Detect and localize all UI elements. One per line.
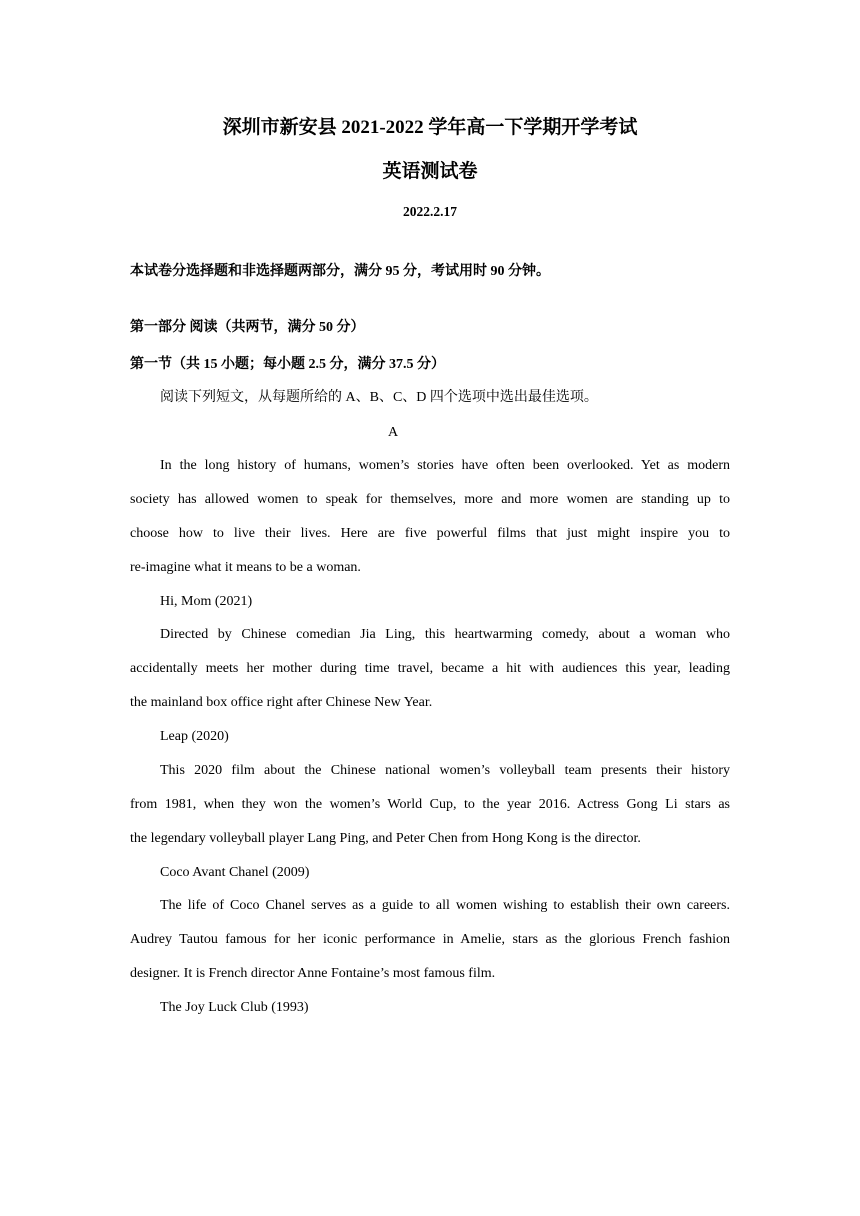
exam-title: 深圳市新安县 2021-2022 学年高一下学期开学考试 <box>222 117 638 138</box>
exam-subtitle: 英语测试卷 <box>382 161 478 182</box>
film-title: Leap (2020) <box>160 729 229 744</box>
film-title: Coco Avant Chanel (2009) <box>160 865 310 880</box>
passage-label: A <box>387 425 399 440</box>
film-title: The Joy Luck Club (1993) <box>160 1000 309 1015</box>
film-description-line: accidentally meets her mother during time travel, became a hit with audiences this year, leading <box>130 661 730 676</box>
film-description-line: from 1981, when they won the women’s World Cup, to the year 2016. Actress Gong Li stars as <box>130 797 730 812</box>
film-description-line: Audrey Tautou famous for her iconic performance in Amelie, stars as the glorious French fashion <box>130 932 730 947</box>
intro-line: society has allowed women to speak for themselves, more and more women are standing up to <box>130 492 730 507</box>
section-one-heading: 第一节（共 15 小题；每小题 2.5 分，满分 37.5 分） <box>130 357 445 372</box>
intro-line: In the long history of humans, women’s stories have often been overlooked. Yet as modern <box>160 458 730 473</box>
section-directions: 阅读下列短文，从每题所给的 A、B、C、D 四个选项中选出最佳选项。 <box>160 390 598 405</box>
intro-line: choose how to live their lives. Here are five powerful films that just might inspire you to <box>130 526 730 541</box>
film-description-line: Directed by Chinese comedian Jia Ling, this heartwarming comedy, about a woman who <box>160 627 730 642</box>
exam-date: 2022.2.17 <box>403 204 457 219</box>
exam-instructions: 本试卷分选择题和非选择题两部分，满分 95 分，考试用时 90 分钟。 <box>130 264 550 279</box>
film-description-line: The life of Coco Chanel serves as a guide to all women wishing to establish their own careers. <box>160 898 730 913</box>
intro-line: re-imagine what it means to be a woman. <box>130 560 361 575</box>
film-description-line: the legendary volleyball player Lang Ping, and Peter Chen from Hong Kong is the director. <box>130 831 641 846</box>
film-description-line: designer. It is French director Anne Fontaine’s most famous film. <box>130 966 496 981</box>
film-title: Hi, Mom (2021) <box>160 594 253 609</box>
film-description-line: the mainland box office right after Chinese New Year. <box>130 695 433 710</box>
film-description-line: This 2020 film about the Chinese national women’s volleyball team presents their history <box>160 763 730 778</box>
part-one-heading: 第一部分 阅读（共两节，满分 50 分） <box>130 320 365 335</box>
